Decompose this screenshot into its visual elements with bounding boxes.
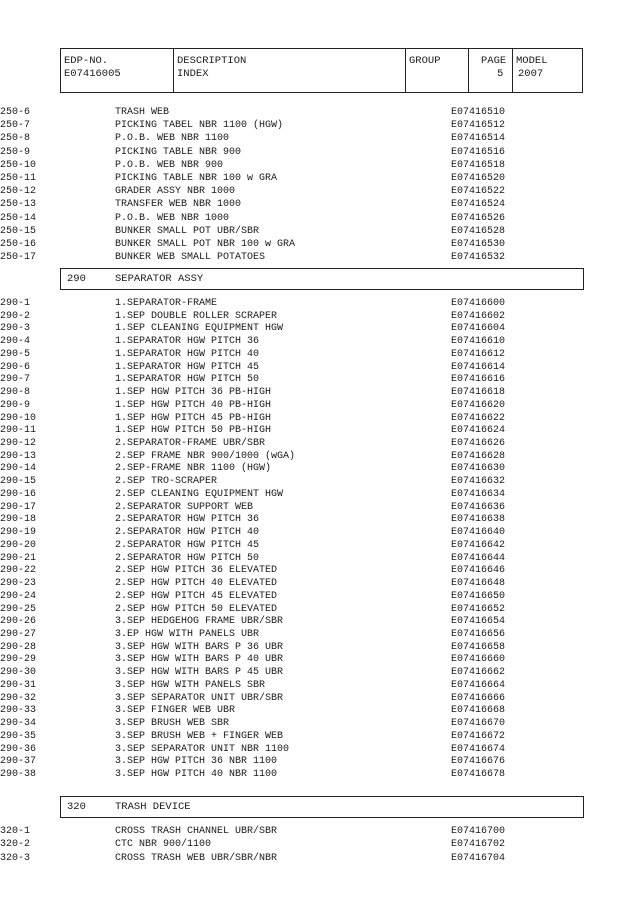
item-group: 290-16 xyxy=(0,488,37,500)
item-description: 2.SEP FRAME NBR 900/1000 (wGA) xyxy=(115,450,296,462)
list-item xyxy=(0,540,639,552)
item-group: 290-7 xyxy=(0,374,31,386)
list-item xyxy=(0,616,639,628)
list-item xyxy=(0,133,639,145)
section-320-header xyxy=(60,796,584,818)
list-item xyxy=(0,756,639,768)
item-edp-number: E07416610 xyxy=(451,336,506,348)
item-group: 250-16 xyxy=(0,239,37,250)
item-group: 290-2 xyxy=(0,310,31,322)
list-item xyxy=(0,336,639,348)
item-edp-number: E07416604 xyxy=(451,323,506,335)
item-description: 3.SEP HGW PITCH 40 NBR 1100 xyxy=(115,769,278,780)
item-group: 250-17 xyxy=(0,252,37,264)
item-group: 290-19 xyxy=(0,527,37,539)
item-description: 2.SEP HGW PITCH 40 ELEVATED xyxy=(115,578,278,590)
item-group: 250-11 xyxy=(0,173,37,184)
item-group: 290-29 xyxy=(0,654,37,666)
list-item xyxy=(0,769,639,781)
item-description: CROSS TRASH CHANNEL UBR/SBR xyxy=(115,826,278,837)
item-description: 3.SEP HEDGEHOG FRAME UBR/SBR xyxy=(115,616,284,628)
list-item xyxy=(0,667,639,679)
item-edp-number: E07416522 xyxy=(451,186,506,198)
item-group: 290-36 xyxy=(0,743,37,755)
list-item xyxy=(0,425,639,437)
list-item xyxy=(0,826,639,838)
item-edp-number: E07416650 xyxy=(451,590,506,602)
item-group: 290-14 xyxy=(0,463,37,475)
item-group: 290-26 xyxy=(0,616,37,628)
item-description: 1.SEP HGW PITCH 40 PB-HIGH xyxy=(115,399,272,411)
item-edp-number: E07416614 xyxy=(451,361,506,373)
list-item xyxy=(0,463,639,475)
item-edp-number: E07416532 xyxy=(451,252,506,264)
list-item xyxy=(0,374,639,386)
list-item xyxy=(0,349,639,361)
item-edp-number: E07416520 xyxy=(451,173,506,184)
list-item xyxy=(0,744,639,756)
item-description: PICKING TABEL NBR 1100 (HGW) xyxy=(115,120,284,132)
item-edp-number: E07416658 xyxy=(451,641,506,653)
item-description: PICKING TABLE NBR 900 xyxy=(115,146,242,158)
list-item xyxy=(0,252,639,264)
item-description: 1.SEP HGW PITCH 36 PB-HIGH xyxy=(115,387,272,399)
item-edp-number: E07416660 xyxy=(451,654,506,666)
item-description: 1.SEPARATOR HGW PITCH 40 xyxy=(115,348,260,360)
item-description: 2.SEP HGW PITCH 50 ELEVATED xyxy=(115,603,278,615)
list-item xyxy=(0,853,639,865)
list-item xyxy=(0,107,639,119)
page-value: 5 xyxy=(497,68,504,80)
item-description: BUNKER SMALL POT NBR 100 w GRA xyxy=(115,239,296,250)
item-group: 290-5 xyxy=(0,348,31,360)
list-item xyxy=(0,323,639,335)
item-description: CTC NBR 900/1100 xyxy=(115,839,212,851)
item-edp-number: E07416628 xyxy=(451,450,506,462)
item-group: 290-30 xyxy=(0,667,37,679)
list-item xyxy=(0,213,639,225)
item-edp-number: E07416702 xyxy=(451,839,506,851)
item-group: 290-10 xyxy=(0,412,37,424)
model-value: 2007 xyxy=(518,68,544,80)
section-title: SEPARATOR ASSY xyxy=(115,273,204,285)
item-edp-number: E07416640 xyxy=(451,527,506,539)
item-group: 250-6 xyxy=(0,107,31,118)
item-description: 2.SEPARATOR HGW PITCH 36 xyxy=(115,514,260,526)
list-item xyxy=(0,731,639,743)
item-description: 3.SEP FINGER WEB UBR xyxy=(115,705,236,717)
item-group: 250-13 xyxy=(0,199,37,211)
list-item xyxy=(0,199,639,211)
item-edp-number: E07416678 xyxy=(451,769,506,780)
item-edp-number: E07416674 xyxy=(451,743,506,755)
item-group: 290-17 xyxy=(0,501,37,513)
item-description: 1.SEPARATOR-FRAME xyxy=(115,298,218,309)
item-group: 290-18 xyxy=(0,514,37,526)
item-edp-number: E07416638 xyxy=(451,514,506,526)
list-item xyxy=(0,578,639,590)
item-group: 290-35 xyxy=(0,730,37,742)
item-description: 1.SEPARATOR HGW PITCH 36 xyxy=(115,336,260,348)
item-edp-number: E07416644 xyxy=(451,552,506,564)
item-description: BUNKER WEB SMALL POTATOES xyxy=(115,252,266,264)
description-value: INDEX xyxy=(177,68,209,80)
list-item xyxy=(0,680,639,692)
item-description: 2.SEPARATOR-FRAME UBR/SBR xyxy=(115,438,266,450)
edp-label: EDP-NO. xyxy=(64,55,109,67)
item-group: 290-22 xyxy=(0,565,37,577)
item-description: 1.SEP CLEANING EQUIPMENT HGW xyxy=(115,323,284,335)
item-description: 2.SEPARATOR HGW PITCH 40 xyxy=(115,527,260,539)
item-group: 320-3 xyxy=(0,852,31,864)
model-label: MODEL xyxy=(516,55,548,67)
item-description: 1.SEPARATOR HGW PITCH 45 xyxy=(115,361,260,373)
item-description: 2.SEP CLEANING EQUIPMENT HGW xyxy=(115,488,284,500)
item-group: 290-31 xyxy=(0,679,37,691)
list-item xyxy=(0,413,639,425)
list-item xyxy=(0,387,639,399)
item-description: 2.SEPARATOR HGW PITCH 50 xyxy=(115,552,260,564)
item-edp-number: E07416662 xyxy=(451,667,506,679)
item-group: 250-10 xyxy=(0,159,37,171)
item-description: 3.SEP HGW WITH BARS P 36 UBR xyxy=(115,641,284,653)
item-group: 250-8 xyxy=(0,133,31,145)
item-group: 320-2 xyxy=(0,839,31,851)
item-group: 290-13 xyxy=(0,450,37,462)
list-item xyxy=(0,226,639,238)
list-item xyxy=(0,120,639,132)
item-group: 320-1 xyxy=(0,826,31,837)
item-edp-number: E07416670 xyxy=(451,718,506,730)
item-description: 2.SEP HGW PITCH 36 ELEVATED xyxy=(115,565,278,577)
item-description: 1.SEPARATOR HGW PITCH 50 xyxy=(115,374,260,386)
item-description: 1.SEP HGW PITCH 50 PB-HIGH xyxy=(115,425,272,437)
item-edp-number: E07416602 xyxy=(451,310,506,322)
item-edp-number: E07416668 xyxy=(451,705,506,717)
list-item xyxy=(0,400,639,412)
list-item xyxy=(0,311,639,323)
list-item xyxy=(0,239,639,251)
item-group: 290-4 xyxy=(0,336,31,348)
item-group: 290-15 xyxy=(0,476,37,488)
item-description: 1.SEP HGW PITCH 45 PB-HIGH xyxy=(115,412,272,424)
list-item xyxy=(0,693,639,705)
list-item xyxy=(0,642,639,654)
list-item xyxy=(0,489,639,501)
item-group: 290-23 xyxy=(0,578,37,590)
item-group: 290-11 xyxy=(0,425,37,437)
item-edp-number: E07416704 xyxy=(451,852,506,864)
item-group: 250-12 xyxy=(0,186,37,198)
item-edp-number: E07416634 xyxy=(451,488,506,500)
item-group: 290-8 xyxy=(0,387,31,399)
item-description: P.O.B. WEB NBR 1100 xyxy=(115,133,230,145)
item-group: 290-28 xyxy=(0,641,37,653)
item-description: 3.SEP HGW WITH BARS P 45 UBR xyxy=(115,667,284,679)
item-description: 3.SEP HGW WITH BARS P 40 UBR xyxy=(115,654,284,666)
item-edp-number: E07416512 xyxy=(451,120,506,132)
item-edp-number: E07416630 xyxy=(451,463,506,475)
item-group: 290-25 xyxy=(0,603,37,615)
item-edp-number: E07416618 xyxy=(451,387,506,399)
item-description: P.O.B. WEB NBR 900 xyxy=(115,159,224,171)
item-group: 290-20 xyxy=(0,539,37,551)
item-description: 3.SEP HGW PITCH 36 NBR 1100 xyxy=(115,756,278,768)
list-item xyxy=(0,654,639,666)
list-item xyxy=(0,553,639,565)
list-item xyxy=(0,438,639,450)
list-item xyxy=(0,476,639,488)
item-description: CROSS TRASH WEB UBR/SBR/NBR xyxy=(115,852,278,864)
item-group: 290-3 xyxy=(0,323,31,335)
item-edp-number: E07416620 xyxy=(451,399,506,411)
list-item xyxy=(0,629,639,641)
item-edp-number: E07416528 xyxy=(451,225,506,237)
item-edp-number: E07416632 xyxy=(451,476,506,488)
item-group: 290-32 xyxy=(0,692,37,704)
list-item xyxy=(0,298,639,310)
item-edp-number: E07416524 xyxy=(451,199,506,211)
item-edp-number: E07416622 xyxy=(451,412,506,424)
item-description: BUNKER SMALL POT UBR/SBR xyxy=(115,225,260,237)
item-group: 290-34 xyxy=(0,718,37,730)
item-edp-number: E07416636 xyxy=(451,501,506,513)
item-description: 2.SEP TRO-SCRAPER xyxy=(115,476,218,488)
list-item xyxy=(0,604,639,616)
list-item xyxy=(0,160,639,172)
item-group: 250-9 xyxy=(0,146,31,158)
item-edp-number: E07416518 xyxy=(451,159,506,171)
item-edp-number: E07416654 xyxy=(451,616,506,628)
item-edp-number: E07416652 xyxy=(451,603,506,615)
list-item xyxy=(0,839,639,851)
item-edp-number: E07416664 xyxy=(451,679,506,691)
item-edp-number: E07416626 xyxy=(451,438,506,450)
list-item xyxy=(0,514,639,526)
item-group: 250-15 xyxy=(0,225,37,237)
list-item xyxy=(0,718,639,730)
item-description: 3.SEP HGW WITH PANELS SBR xyxy=(115,679,266,691)
item-edp-number: E07416646 xyxy=(451,565,506,577)
item-description: 1.SEP DOUBLE ROLLER SCRAPER xyxy=(115,310,278,322)
item-description: 3.SEP SEPARATOR UNIT UBR/SBR xyxy=(115,692,284,704)
item-description: 3.SEP BRUSH WEB + FINGER WEB xyxy=(115,730,284,742)
item-edp-number: E07416612 xyxy=(451,348,506,360)
list-item xyxy=(0,451,639,463)
list-item xyxy=(0,591,639,603)
list-item xyxy=(0,186,639,198)
item-description: 2.SEPARATOR HGW PITCH 45 xyxy=(115,539,260,551)
item-description: 3.SEP SEPARATOR UNIT NBR 1100 xyxy=(115,743,290,755)
item-edp-number: E07416672 xyxy=(451,730,506,742)
item-edp-number: E07416676 xyxy=(451,756,506,768)
item-description: TRASH WEB xyxy=(115,107,170,118)
list-item xyxy=(0,173,639,185)
item-description: 2.SEPARATOR SUPPORT WEB xyxy=(115,501,254,513)
item-group: 290-33 xyxy=(0,705,37,717)
item-group: 290-27 xyxy=(0,628,37,640)
item-edp-number: E07416526 xyxy=(451,212,506,224)
item-edp-number: E07416700 xyxy=(451,826,506,837)
section-number: 320 xyxy=(67,801,86,813)
item-edp-number: E07416530 xyxy=(451,239,506,250)
item-description: P.O.B. WEB NBR 1000 xyxy=(115,212,230,224)
item-group: 290-38 xyxy=(0,769,37,780)
item-group: 250-14 xyxy=(0,212,37,224)
section-290-header xyxy=(60,268,584,290)
edp-value: E07416005 xyxy=(64,68,121,80)
item-group: 290-9 xyxy=(0,399,31,411)
item-edp-number: E07416600 xyxy=(451,298,506,309)
item-edp-number: E07416516 xyxy=(451,146,506,158)
group-label: GROUP xyxy=(409,55,441,67)
list-item xyxy=(0,362,639,374)
item-description: TRANSFER WEB NBR 1000 xyxy=(115,199,242,211)
list-item xyxy=(0,565,639,577)
item-description: 2.SEP HGW PITCH 45 ELEVATED xyxy=(115,590,278,602)
item-group: 290-1 xyxy=(0,298,31,309)
item-group: 290-12 xyxy=(0,438,37,450)
section-number: 290 xyxy=(67,273,86,285)
section-title: TRASH DEVICE xyxy=(115,801,191,813)
item-group: 290-24 xyxy=(0,590,37,602)
list-item xyxy=(0,527,639,539)
item-group: 290-37 xyxy=(0,756,37,768)
item-group: 290-6 xyxy=(0,361,31,373)
list-item xyxy=(0,502,639,514)
list-item xyxy=(0,147,639,159)
item-edp-number: E07416648 xyxy=(451,578,506,590)
item-edp-number: E07416510 xyxy=(451,107,506,118)
item-edp-number: E07416666 xyxy=(451,692,506,704)
item-description: 3.EP HGW WITH PANELS UBR xyxy=(115,628,260,640)
item-edp-number: E07416624 xyxy=(451,425,506,437)
item-edp-number: E07416656 xyxy=(451,628,506,640)
document-header xyxy=(60,48,583,93)
description-label: DESCRIPTION xyxy=(177,55,247,67)
list-item xyxy=(0,705,639,717)
item-description: 2.SEP-FRAME NBR 1100 (HGW) xyxy=(115,463,272,475)
item-description: PICKING TABLE NBR 100 w GRA xyxy=(115,173,278,184)
item-group: 290-21 xyxy=(0,552,37,564)
item-edp-number: E07416642 xyxy=(451,539,506,551)
item-group: 250-7 xyxy=(0,120,31,132)
item-description: GRADER ASSY NBR 1000 xyxy=(115,186,236,198)
item-edp-number: E07416616 xyxy=(451,374,506,386)
item-edp-number: E07416514 xyxy=(451,133,506,145)
page-label: PAGE xyxy=(481,55,507,67)
item-description: 3.SEP BRUSH WEB SBR xyxy=(115,718,230,730)
